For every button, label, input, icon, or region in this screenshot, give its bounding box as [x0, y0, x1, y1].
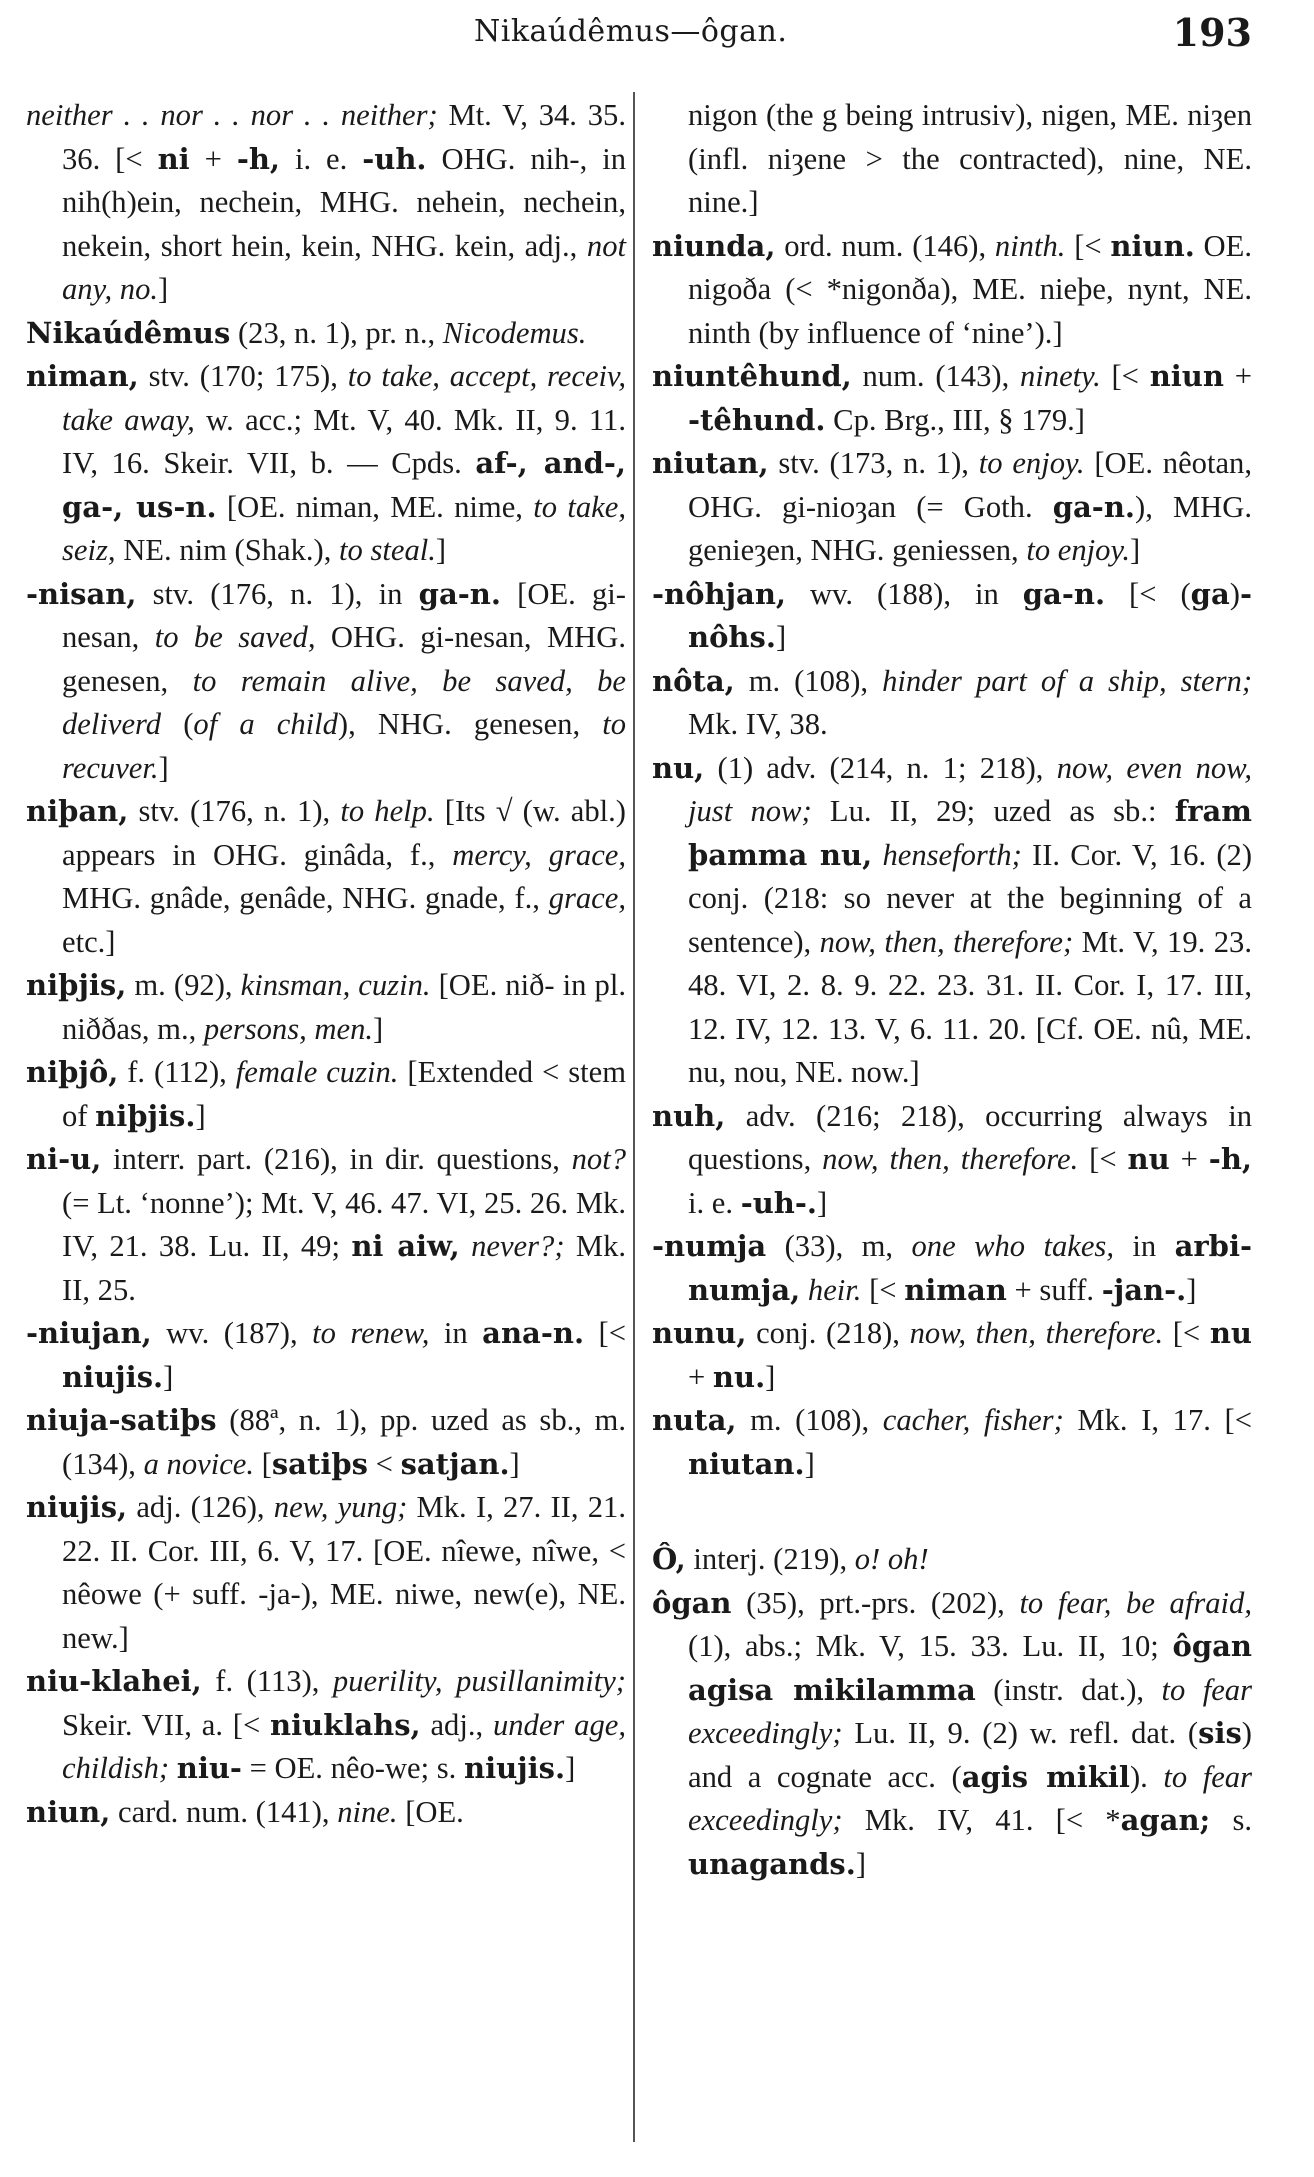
dictionary-entry: Ô, interj. (219), o! oh!: [652, 1542, 929, 1576]
dictionary-entry: nuh, adv. (216; 218), occurring always in questions, now, then, therefore. [< nu + -h, i. e. -uh-.]: [652, 1098, 1253, 1220]
dictionary-entry: -niujan, wv. (187), to renew, in ana-n. [< niujis.]: [26, 1316, 626, 1394]
dictionary-entry: niman, stv. (170; 175), to take, accept, receiv, take away, w. acc.; Mt. V, 40. Mk. II, 9. 11. IV, 16. Skeir. VII, b. — Cpds. af-, and-, ga-, us-n. [OE. niman, ME. nime, to take, seiz, NE. nim (Shak.), to steal.]: [26, 359, 626, 567]
dictionary-entry: -numja (33), m, one who takes, in arbi-numja, heir. [< niman + suff. -jan-.]: [652, 1229, 1253, 1307]
page-header: [0, 8, 1314, 68]
dictionary-entry: niþan, stv. (176, n. 1), to help. [Its √ (w. abl.) appears in OHG. ginâda, f., mercy, grace, MHG. gnâde, genâde, NHG. gnade, f., grace, etc.]: [26, 794, 626, 959]
dictionary-entry: nigon (the g being intrusiv), nigen, ME. niȝen (infl. niȝene > the contracted), nine, NE. nine.]: [688, 98, 1252, 219]
right-column: [652, 94, 1252, 1886]
dictionary-entry: nu, (1) adv. (214, n. 1; 218), now, even now, just now; Lu. II, 29; uzed as sb.: fram þamma nu, henseforth; II. Cor. V, 16. (2) conj. (218: so never at the beginning of a sentence), now, then, therefore; Mt. V, 19. 23. 48. VI, 2. 8. 9. 22. 23. 31. II. Cor. I, 17. III, 12. IV, 12. 13. V, 6. 11. 20. [Cf. OE. nû, ME. nu, nou, NE. now.]: [652, 750, 1253, 1089]
dictionary-entry: niuja-satiþs (88ª, n. 1), pp. uzed as sb., m. (134), a novice. [satiþs < satjan.]: [26, 1403, 626, 1481]
dictionary-entry: nunu, conj. (218), now, then, therefore. [< nu + nu.]: [652, 1316, 1252, 1394]
dictionary-entry: nuta, m. (108), cacher, fisher; Mk. I, 17. [< niutan.]: [652, 1403, 1252, 1481]
dictionary-entry: niuntêhund, num. (143), ninety. [< niun + -têhund. Cp. Brg., III, § 179.]: [652, 359, 1252, 437]
dictionary-entry: niþjô, f. (112), female cuzin. [Extended < stem of niþjis.]: [26, 1055, 627, 1133]
page-number: 193: [1172, 10, 1252, 55]
column-divider: [633, 92, 635, 2142]
dictionary-entry: -nisan, stv. (176, n. 1), in ga-n. [OE. gi-nesan, to be saved, OHG. gi-nesan, MHG. genesen, to remain alive, be saved, be deliverd (of a child), NHG. genesen, to recuver.]: [26, 576, 626, 785]
running-head: Nikaúdêmus—ôgan.: [474, 14, 788, 49]
section-gap: [652, 1486, 1252, 1538]
dictionary-entry: Nikaúdêmus (23, n. 1), pr. n., Nicodemus.: [26, 315, 587, 350]
dictionary-entry: niu-klahei, f. (113), puerility, pusillanimity; Skeir. VII, a. [< niuklahs, adj., under age, childish; niu- = OE. nêo-we; s. niujis.]: [26, 1664, 626, 1785]
dictionary-entry: niujis, adj. (126), new, yung; Mk. I, 27. II, 21. 22. II. Cor. III, 6. V, 17. [OE. nîewe, nîwe, < nêowe (+ suff. -ja-), ME. niwe, new(e), NE. new.]: [26, 1490, 626, 1655]
dictionary-entry: ôgan (35), prt.-prs. (202), to fear, be afraid, (1), abs.; Mk. V, 15. 33. Lu. II, 10; ôgan agisa mikilamma (instr. dat.), to fear exceedingly; Lu. II, 9. (2) w. refl. dat. (sis) and a cognate acc. (agis mikil). to fear exceedingly; Mk. IV, 41. [< *agan; s. unagands.]: [652, 1585, 1253, 1881]
left-column: [26, 94, 626, 1834]
dictionary-entry: niþjis, m. (92), kinsman, cuzin. [OE. nið- in pl. niððas, m., persons, men.]: [26, 968, 626, 1046]
dictionary-entry: niutan, stv. (173, n. 1), to enjoy. [OE. nêotan, OHG. gi-nioȝan (= Goth. ga-n.), MHG. genieȝen, NHG. geniessen, to enjoy.]: [652, 446, 1253, 567]
dictionary-entry: niun, card. num. (141), nine. [OE.: [26, 1794, 464, 1829]
dictionary-entry: neither . . nor . . nor . . neither; Mt. V, 34. 35. 36. [< ni + -h, i. e. -uh. OHG. nih-, in nih(h)ein, nechein, MHG. nehein, nechein, nekein, short hein, kein, NHG. kein, adj., not any, no.]: [26, 98, 626, 306]
dictionary-entry: niunda, ord. num. (146), ninth. [< niun. OE. nigoða (< *nigonða), ME. nieþe, nynt, NE. ninth (by influence of ‘nine’).]: [652, 228, 1252, 350]
dictionary-entry: -nôhjan, wv. (188), in ga-n. [< (ga)-nôhs.]: [652, 576, 1252, 654]
dictionary-entry: ni-u, interr. part. (216), in dir. questions, not? (= Lt. ‘nonne’); Mt. V, 46. 47. VI, 25. 26. Mk. IV, 21. 38. Lu. II, 49; ni aiw, never?; Mk. II, 25.: [26, 1142, 627, 1307]
dictionary-entry: nôta, m. (108), hinder part of a ship, stern; Mk. IV, 38.: [652, 663, 1253, 741]
